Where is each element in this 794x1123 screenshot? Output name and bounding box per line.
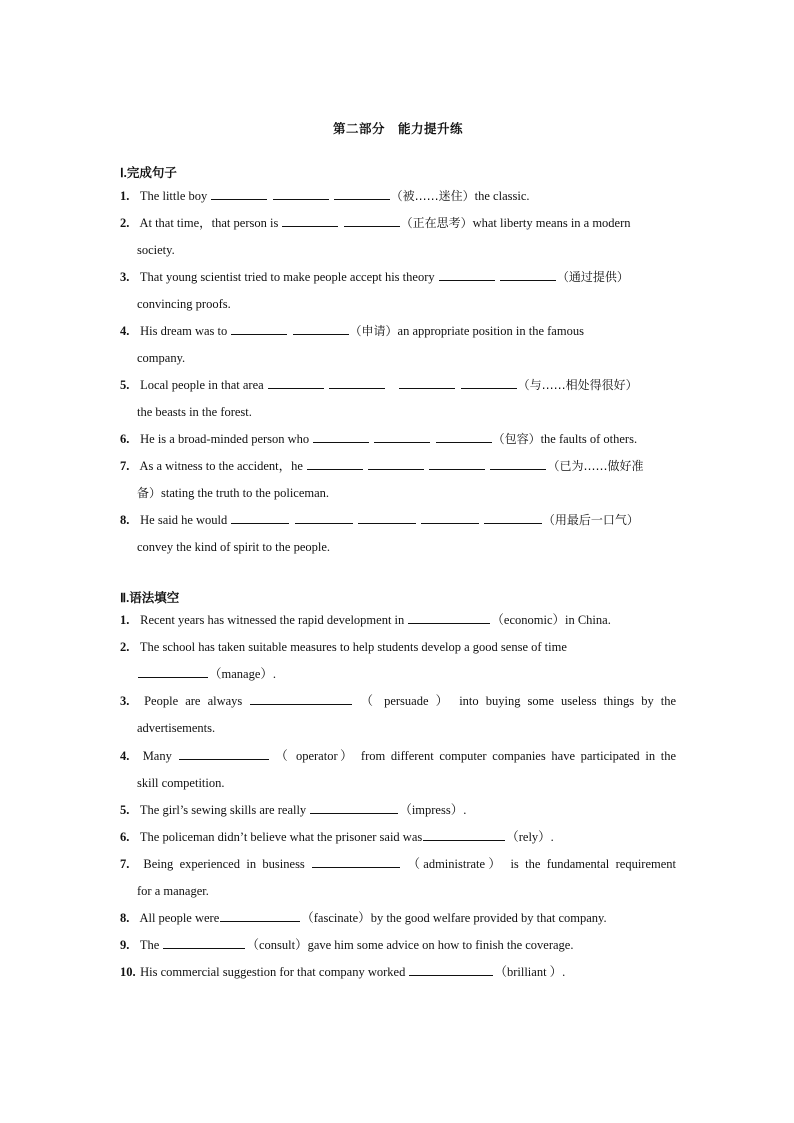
s2-item-9: 9. The （consult）gave him some advice on how to finish the coverage. [120,938,574,952]
answer-blank[interactable] [231,512,289,524]
answer-blank[interactable] [429,458,485,470]
answer-blank[interactable] [268,377,324,389]
answer-blank[interactable] [138,666,208,678]
answer-blank[interactable] [211,188,267,200]
section-2-heading [120,588,179,606]
s2-item-5: 5. The girl’s sewing skills are really （impress）. [120,803,467,817]
section-1-title: 完成句子 [126,165,177,180]
s1-item-2: 2. At that time，that person is （正在思考）what liberty means in a modern society. [120,216,631,257]
answer-blank[interactable] [423,829,505,841]
section-2-title: 语法填空 [129,590,180,605]
answer-blank[interactable] [334,188,390,200]
answer-blank[interactable] [436,431,492,443]
answer-blank[interactable] [220,910,300,922]
section-2-roman: Ⅱ. [120,591,130,605]
answer-blank[interactable] [307,458,363,470]
s2-item-1: 1. Recent years has witnessed the rapid development in （economic）in China. [120,613,611,627]
s2-item-7: 7. Being experienced in business （administrate） is the fundamental requirement for a manager. [120,857,677,898]
answer-blank[interactable] [484,512,542,524]
answer-blank[interactable] [273,188,329,200]
answer-blank[interactable] [163,937,245,949]
answer-blank[interactable] [313,431,369,443]
answer-blank[interactable] [295,512,353,524]
answer-blank[interactable] [439,269,495,281]
answer-blank[interactable] [408,612,490,624]
answer-blank[interactable] [293,323,349,335]
s1-item-5: 5. Local people in that area （与……相处得很好） the beasts in the forest. [120,378,638,419]
answer-blank[interactable] [358,512,416,524]
answer-blank[interactable] [179,748,269,760]
s1-item-4: 4. His dream was to （申请）an appropriate position in the famous company. [120,324,584,365]
answer-blank[interactable] [344,215,400,227]
answer-blank[interactable] [368,458,424,470]
s1-item-6: 6. He is a broad-minded person who （包容）the faults of others. [120,432,638,446]
answer-blank[interactable] [374,431,430,443]
answer-blank[interactable] [399,377,455,389]
answer-blank[interactable] [282,215,338,227]
answer-blank[interactable] [312,856,400,868]
s1-item-7: 7. As a witness to the accident，he （已为……做好准 备）stating the truth to the policeman. [120,459,644,500]
s2-item-8: 8. All people were （fascinate）by the good welfare provided by that company. [120,911,607,925]
answer-blank[interactable] [409,964,493,976]
section-1-roman: Ⅰ. [120,166,127,180]
answer-blank[interactable] [421,512,479,524]
s2-item-6: 6. The policeman didn’t believe what the prisoner said was （rely）. [120,830,554,844]
answer-blank[interactable] [310,802,398,814]
answer-blank[interactable] [490,458,546,470]
s2-item-4: 4. Many （ operator） from different computer companies have participated in the skill competition. [120,749,677,790]
s1-item-1: 1. The little boy （被……迷住）the classic. [120,189,530,203]
page-title: 第二部分 能力提升练 [332,121,463,136]
answer-blank[interactable] [250,693,352,705]
s2-item-3: 3. People are always （ persuade ） into buying some useless things by the advertisements. [120,694,677,735]
answer-blank[interactable] [231,323,287,335]
s2-item-10: 10. His commercial suggestion for that company worked （brilliant ）. [120,965,566,979]
answer-blank[interactable] [461,377,517,389]
s2-item-2: 2. The school has taken suitable measures to help students develop a good sense of time （manage）. [120,640,567,681]
section-1-heading [120,163,177,181]
s1-item-3: 3. That young scientist tried to make people accept his theory （通过提供） convincing proofs. [120,270,629,311]
s1-item-8: 8. He said he would （用最后一口气） convey the kind of spirit to the people. [120,513,639,554]
answer-blank[interactable] [500,269,556,281]
answer-blank[interactable] [329,377,385,389]
